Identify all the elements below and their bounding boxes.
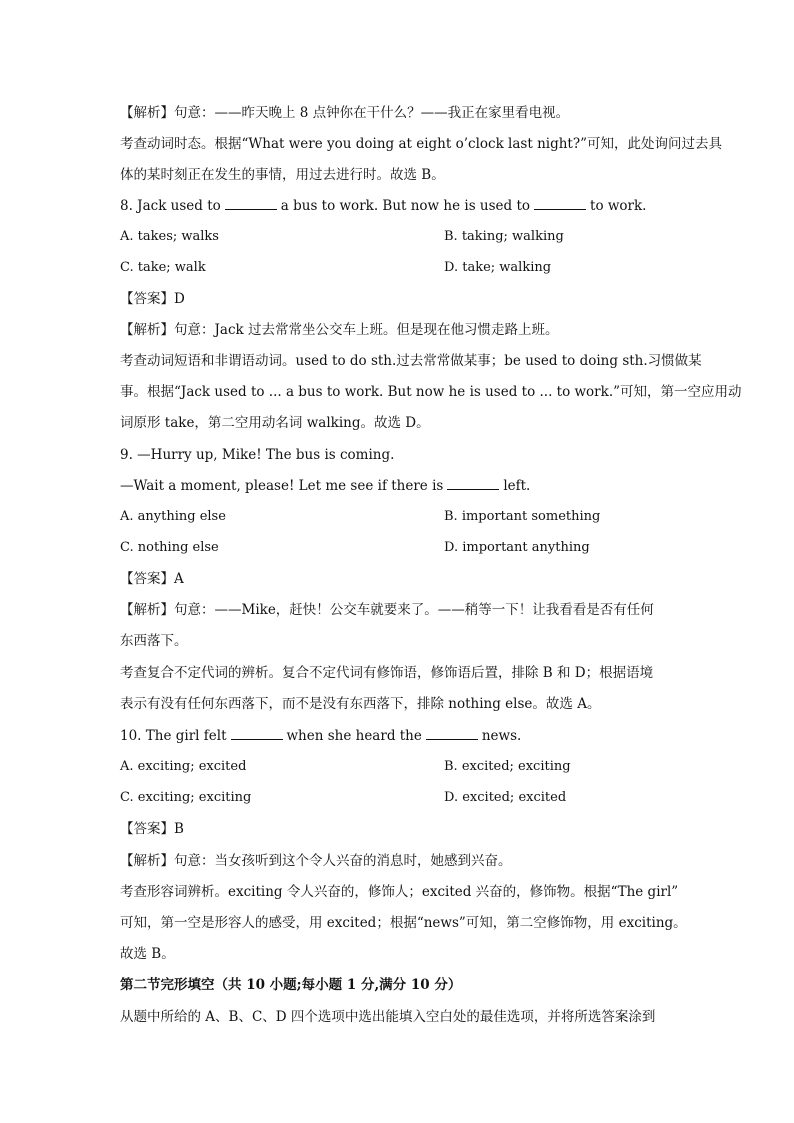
q9-question-2 [120,477,680,495]
q9-explanation-detail: 考查复合不定代词的辨析。复合不定代词有修饰语，修饰语后置，排除 B 和 D；根据语境 [120,665,654,681]
q10-explanation-detail-3: 故选 B。 [120,946,175,962]
q9-explanation-detail-2: 表示有没有任何东西落下，而不是没有东西落下，排除 nothing else。故选 A。 [120,696,601,712]
q8-option-c: C. take; walk [120,260,206,275]
q8-option-d: D. take; walking [444,260,552,275]
q9-option-b: B. important something [444,509,601,524]
q10-text-1: 10. The girl felt [120,728,227,744]
q9-option-c: C. nothing else [120,540,219,555]
q8-text-2: a bus to work. But now he is used to [280,198,531,214]
answer-blank [447,477,499,490]
q8-explanation-detail-3: 词原形 take，第二空用动名词 walking。故选 D。 [120,415,430,431]
answer-blank [225,197,277,210]
q8-option-a: A. takes; walks [120,229,219,244]
section-heading: 第二节完形填空（共 10 小题;每小题 1 分,满分 10 分） [120,977,462,993]
q9-explanation: 【解析】句意：——Mike，赶快！公交车就要来了。——稍等一下！让我看看是否有任何 [120,602,654,618]
q10-explanation-detail-2: 可知，第一空是形容人的感受，用 excited；根据“news”可知，第二空修饰物，用 exciting。 [120,915,687,931]
q10-text-2: when she heard the [286,728,422,744]
q7-explanation-detail-cont: 体的某时刻正在发生的事情，用过去进行时。故选 B。 [120,167,445,183]
q8-text-3: to work. [590,198,647,214]
answer-blank [534,197,586,210]
q7-explanation-detail: 考查动词时态。根据“What were you doing at eight o’clock last night?”可知，此处询问过去具 [120,136,722,152]
q9-question-1: 9. —Hurry up, Mike! The bus is coming. [120,447,395,463]
q8-answer: 【答案】D [120,291,185,307]
answer-blank [231,727,283,740]
q9-option-d: D. important anything [444,540,590,555]
answer-blank [426,727,478,740]
q10-explanation: 【解析】句意：当女孩听到这个令人兴奋的消息时，她感到兴奋。 [120,853,512,869]
q10-answer: 【答案】B [120,821,184,837]
q9-option-a: A. anything else [120,509,226,524]
q8-explanation-detail-2: 事。根据“Jack used to ... a bus to work. But now he is used to ... to work.”可知，第一空应用动 [120,384,742,400]
q7-explanation: 【解析】句意：——昨天晚上 8 点钟你在干什么？——我正在家里看电视。 [120,105,570,121]
q8-text-1: 8. Jack used to [120,198,221,214]
q10-text-3: news. [481,728,522,744]
q8-question [120,197,680,215]
q10-question [120,727,680,745]
q10-option-a: A. exciting; excited [120,759,247,774]
q9-text-1: —Wait a moment, please! Let me see if there is [120,478,444,494]
q10-option-c: C. exciting; exciting [120,790,252,805]
q8-explanation-detail: 考查动词短语和非谓语动词。used to do sth.过去常常做某事；be used to doing sth.习惯做某 [120,353,702,369]
q10-option-b: B. excited; exciting [444,759,571,774]
q8-option-b: B. taking; walking [444,229,564,244]
q9-explanation-cont: 东西落下。 [120,633,188,649]
q9-text-2: left. [503,478,531,494]
section-instructions: 从题中所给的 A、B、C、D 四个选项中选出能填入空白处的最佳选项，并将所选答案涂到 [120,1009,656,1025]
q10-explanation-detail: 考查形容词辨析。exciting 令人兴奋的，修饰人；excited 兴奋的，修饰物。根据“The girl” [120,884,679,900]
q9-answer: 【答案】A [120,571,184,587]
q10-option-d: D. excited; excited [444,790,567,805]
q8-explanation: 【解析】句意：Jack 过去常常坐公交车上班。但是现在他习惯走路上班。 [120,322,559,338]
